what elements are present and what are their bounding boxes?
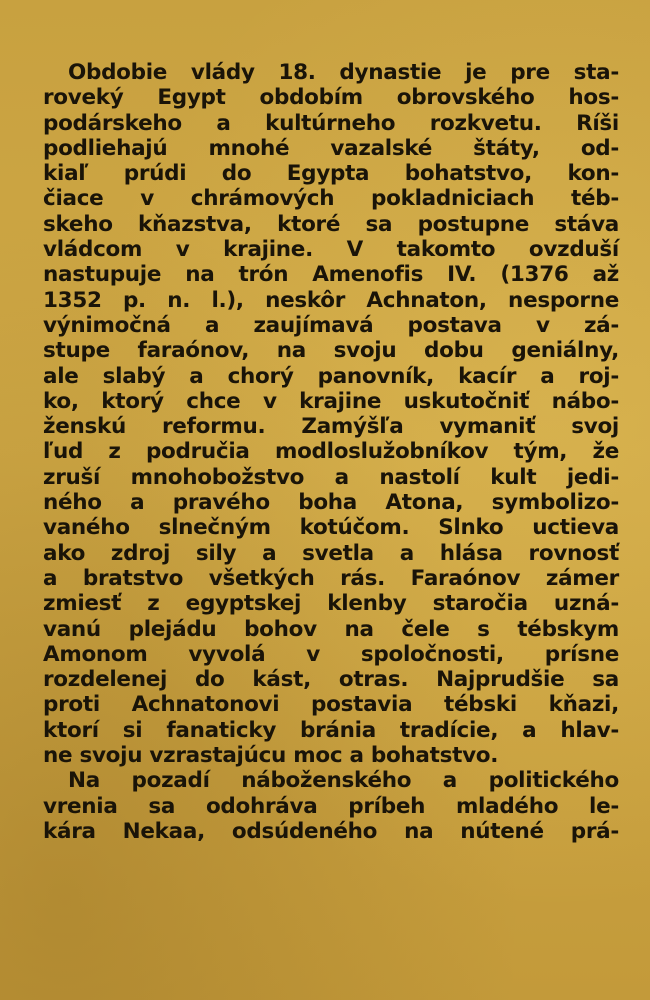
text-line: vládcom v krajine. V takomto ovzduší bbox=[43, 237, 619, 263]
text-line: skeho kňazstva, ktoré sa postupne stáva bbox=[43, 211, 619, 237]
paragraph-1 bbox=[43, 60, 619, 768]
text-line: kára Nekaa, odsúdeného na nútené prá- bbox=[43, 818, 619, 844]
text-line: ktorí si fanaticky bránia tradície, a hlav- bbox=[43, 717, 619, 743]
text-line: ale slabý a chorý panovník, kacír a roj- bbox=[43, 363, 619, 389]
book-page bbox=[43, 60, 619, 844]
text-line: stupe faraónov, na svoju dobu geniálny, bbox=[43, 338, 619, 364]
text-line: zruší mnohobožstvo a nastolí kult jedi- bbox=[43, 464, 619, 490]
text-line: Na pozadí náboženského a politického bbox=[68, 768, 619, 794]
text-line: vrenia sa odohráva príbeh mladého le- bbox=[43, 793, 619, 819]
text-line: ľud z područia modloslužobníkov tým, že bbox=[43, 439, 619, 465]
text-line: čiace v chrámových pokladniciach téb- bbox=[43, 186, 619, 212]
text-line: vanú plejádu bohov na čele s tébskym bbox=[43, 616, 619, 642]
text-line: kiaľ prúdi do Egypta bohatstvo, kon- bbox=[43, 161, 619, 187]
text-line: a bratstvo všetkých rás. Faraónov zámer bbox=[43, 565, 619, 591]
paragraph-2 bbox=[43, 768, 619, 844]
text-line: 1352 p. n. l.), neskôr Achnaton, nesporne bbox=[43, 287, 619, 313]
text-line: roveký Egypt obdobím obrovského hos- bbox=[43, 85, 619, 111]
text-line: zmiesť z egyptskej klenby staročia uzná- bbox=[43, 591, 619, 617]
text-line: ako zdroj sily a svetla a hlása rovnosť bbox=[43, 540, 619, 566]
text-line: nastupuje na trón Amenofis IV. (1376 až bbox=[43, 262, 619, 288]
text-line: podliehajú mnohé vazalské štáty, od- bbox=[43, 135, 619, 161]
text-line: podárskeho a kultúrneho rozkvetu. Ríši bbox=[43, 110, 619, 136]
text-line: ko, ktorý chce v krajine uskutočniť nábo- bbox=[43, 388, 619, 414]
text-line: vaného slnečným kotúčom. Slnko uctieva bbox=[43, 515, 619, 541]
text-line: ného a pravého boha Atona, symbolizo- bbox=[43, 490, 619, 516]
text-line: proti Achnatonovi postavia tébski kňazi, bbox=[43, 692, 619, 718]
text-line: ne svoju vzrastajúcu moc a bohatstvo. bbox=[43, 743, 499, 769]
text-line: rozdelenej do kást, otras. Najprudšie sa bbox=[43, 667, 619, 693]
text-line: Amonom vyvolá v spoločnosti, prísne bbox=[43, 641, 619, 667]
text-line: ženskú reformu. Zamýšľa vymaniť svoj bbox=[43, 414, 619, 440]
text-line: Obdobie vlády 18. dynastie je pre sta- bbox=[68, 60, 619, 85]
text-line: výnimočná a zaujímavá postava v zá- bbox=[43, 312, 619, 338]
